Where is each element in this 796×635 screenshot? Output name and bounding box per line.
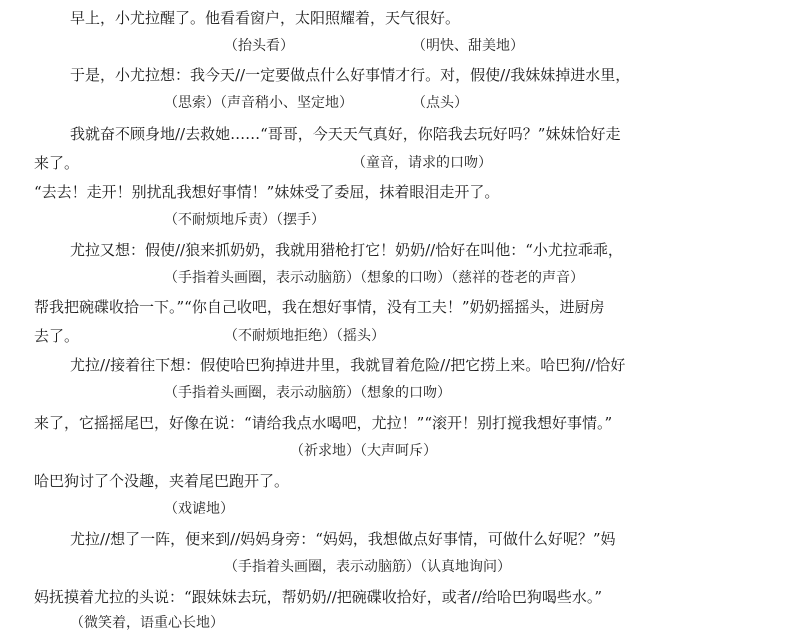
text-line-2: 于是，小尤拉想：我今天//一定要做点什么好事情才行。对，假使//我妹妹掉进水里， — [70, 66, 631, 84]
stage-note-4: （点头） — [412, 95, 468, 111]
text-line-12: 尤拉//想了一阵，便来到//妈妈身旁：“妈妈，我想做点好事情，可做什么好呢？”妈 — [70, 530, 616, 548]
stage-note-1: （抬头看） — [224, 38, 294, 54]
text-line-4: 来了。 — [34, 154, 80, 172]
stage-note-10: （祈求地）（大声呵斥） — [290, 443, 437, 459]
text-line-6: 尤拉又想：假使//狼来抓奶奶，我就用猎枪打它！奶奶//恰好在叫他：“小尤拉乖乖， — [70, 241, 623, 259]
text-line-3: 我就奋不顾身地//去救她……“哥哥，今天天气真好，你陪我去玩好吗？”妹妹恰好走 — [70, 125, 621, 143]
text-line-10: 来了，它摇摇尾巴，好像在说：“请给我点水喝吧，尤拉！”“滚开！别打搅我想好事情。” — [34, 414, 613, 432]
stage-note-8: （不耐烦地拒绝）（摇头） — [224, 328, 385, 344]
text-line-1: 早上，小尤拉醒了。他看看窗户，太阳照耀着，天气很好。 — [70, 9, 461, 27]
stage-note-12: （手指着头画圈，表示动脑筋）（认真地询问） — [224, 559, 511, 575]
text-line-5: “去去！走开！别扰乱我想好事情！”妹妹受了委屈，抹着眼泪走开了。 — [34, 183, 500, 201]
stage-note-5: （童音，请求的口吻） — [352, 155, 492, 171]
stage-note-9: （手指着头画圈，表示动脑筋）（想象的口吻） — [164, 385, 451, 401]
stage-note-3: （思索）（声音稍小、坚定地） — [164, 95, 353, 111]
stage-note-11: （戏谑地） — [164, 501, 234, 517]
stage-note-6: （不耐烦地斥责）（摆手） — [164, 212, 325, 228]
stage-note-13: （微笑着，语重心长地） — [70, 615, 224, 631]
text-line-9: 尤拉//接着往下想：假使哈巴狗掉进井里，我就冒着危险//把它捞上来。哈巴狗//恰好 — [70, 356, 626, 374]
stage-note-7: （手指着头画圈，表示动脑筋）（想象的口吻）（慈祥的苍老的声音） — [164, 270, 584, 286]
text-line-13: 妈抚摸着尤拉的头说：“跟妹妹去玩，帮奶奶//把碗碟收拾好，或者//给哈巴狗喝些水。” — [34, 588, 603, 606]
text-line-7: 帮我把碗碟收拾一下。”“你自己收吧，我在想好事情，没有工夫！”奶奶摇摇头，进厨房 — [34, 298, 605, 316]
text-line-11: 哈巴狗讨了个没趣，夹着尾巴跑开了。 — [34, 472, 290, 490]
text-line-8: 去了。 — [34, 327, 80, 345]
stage-note-2: （明快、甜美地） — [412, 38, 524, 54]
